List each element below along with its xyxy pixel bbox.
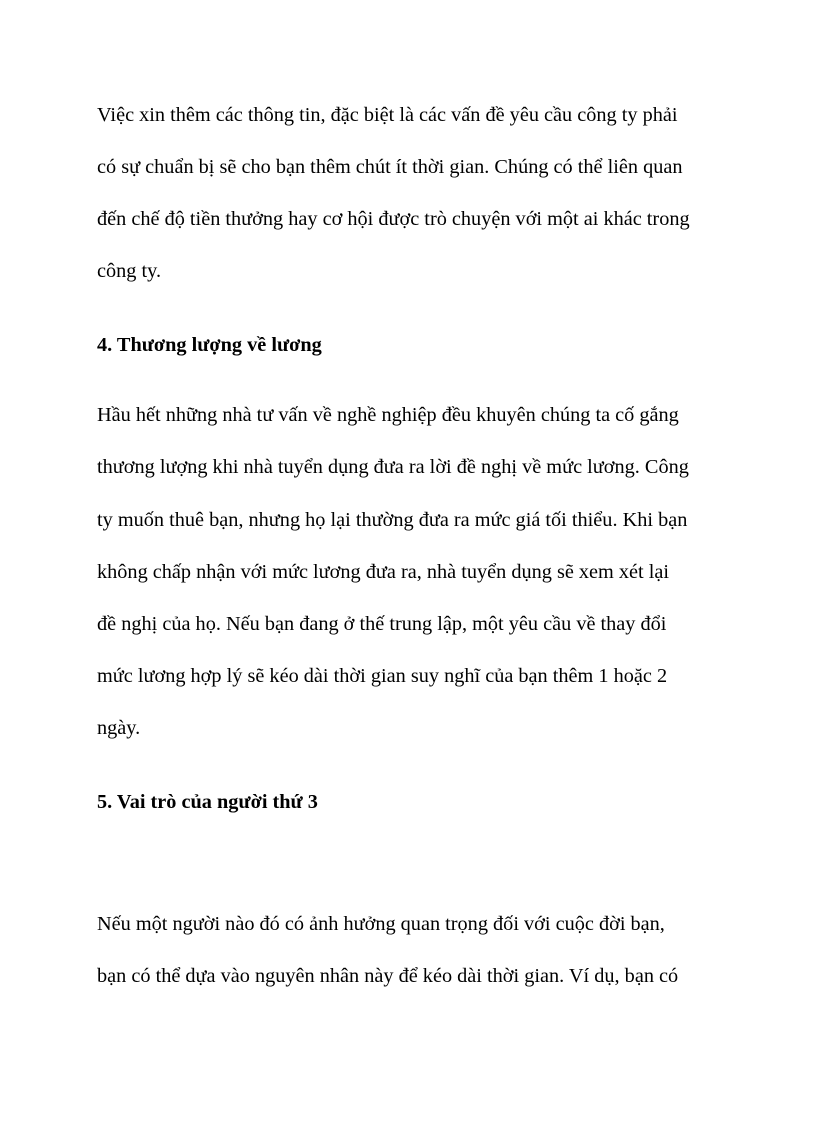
paragraph-line: thương lượng khi nhà tuyển dụng đưa ra lời đề nghị về mức lương. Công [97, 456, 689, 478]
paragraph-line: có sự chuẩn bị sẽ cho bạn thêm chút ít thời gian. Chúng có thể liên quan [97, 156, 683, 178]
paragraph-line: Việc xin thêm các thông tin, đặc biệt là các vấn đề yêu cầu công ty phải [97, 104, 678, 126]
paragraph-line: không chấp nhận với mức lương đưa ra, nhà tuyển dụng sẽ xem xét lại [97, 561, 670, 583]
paragraph-line: đến chế độ tiền thưởng hay cơ hội được trò chuyện với một ai khác trong [97, 208, 690, 230]
section-heading-4: 4. Thương lượng về lương [97, 334, 322, 356]
paragraph-line: Hầu hết những nhà tư vấn về nghề nghiệp đều khuyên chúng ta cố gắng [97, 404, 679, 426]
paragraph-line: bạn có thể dựa vào nguyên nhân này để kéo dài thời gian. Ví dụ, bạn có [97, 965, 679, 987]
section-heading-5: 5. Vai trò của người thứ 3 [97, 791, 318, 813]
paragraph-line: công ty. [97, 260, 162, 282]
paragraph-line: đề nghị của họ. Nếu bạn đang ở thế trung lập, một yêu cầu về thay đổi [97, 613, 667, 635]
paragraph-line: mức lương hợp lý sẽ kéo dài thời gian suy nghĩ của bạn thêm 1 hoặc 2 [97, 665, 668, 687]
paragraph-line: ty muốn thuê bạn, nhưng họ lại thường đưa ra mức giá tối thiểu. Khi bạn [97, 509, 688, 531]
paragraph-line: ngày. [97, 717, 141, 739]
paragraph-line: Nếu một người nào đó có ảnh hưởng quan trọng đối với cuộc đời bạn, [97, 913, 665, 935]
